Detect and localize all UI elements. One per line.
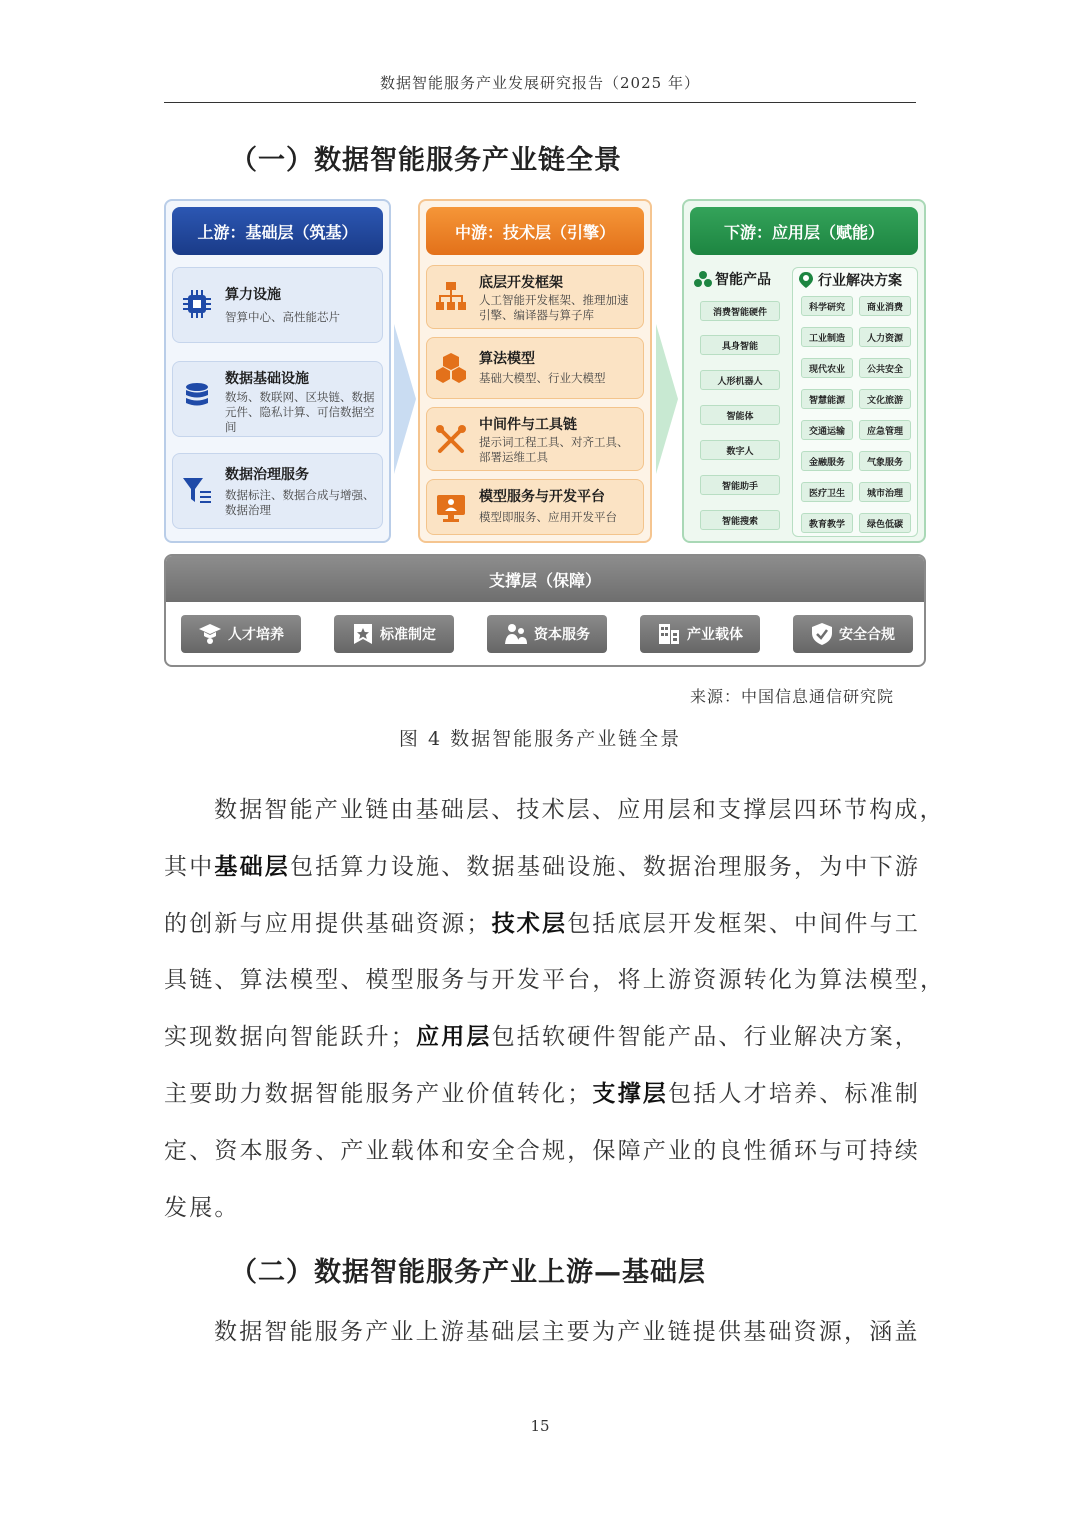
graduate-icon [198,622,222,646]
badge-icon [352,622,374,646]
card-title: 算力设施 [225,287,281,303]
running-header: 数据智能服务产业发展研究报告（2025 年） [164,72,916,103]
para-line [164,839,921,896]
solution-item: 科学研究 [801,296,853,316]
card-title: 模型服务与开发平台 [479,489,605,505]
text: 包括人才培养、标准制 [668,1080,921,1107]
support-item-talent [181,615,301,653]
solution-item: 应急管理 [859,420,911,440]
product-item: 消费智能硬件 [700,301,780,321]
solution-item: 现代农业 [801,358,853,378]
term-support-layer: 支撑层 [592,1080,669,1107]
capital-icon [504,622,528,646]
upstream-card-data-governance [172,453,383,529]
solution-item: 公共安全 [859,358,911,378]
upstream-column [164,199,391,543]
midstream-column [418,199,652,543]
term-foundation-layer: 基础层 [214,853,291,880]
support-item-label: 产业载体 [687,627,743,643]
support-item-security [793,615,913,653]
body-paragraph-1 [164,782,946,1236]
support-layer [164,554,926,667]
solution-item: 人力资源 [859,327,911,347]
solution-item: 气象服务 [859,451,911,471]
support-item-standards [334,615,454,653]
para-line: 发展。 [164,1194,240,1221]
shield-icon [811,622,833,646]
midstream-card-algorithm [426,337,644,399]
support-item-label: 标准制定 [380,627,436,643]
upstream-card-compute [172,267,383,343]
midstream-card-framework [426,265,644,329]
upstream-header: 上游：基础层（筑基） [172,207,383,255]
upstream-card-data-infra [172,361,383,437]
card-desc: 智算中心、高性能芯片 [225,310,340,324]
midstream-card-platform [426,479,644,535]
text: 的创新与应用提供基础资源； [164,910,492,937]
solution-item: 教育教学 [801,513,853,533]
hierarchy-icon [435,280,467,312]
body-paragraph-2 [164,1304,920,1361]
product-item: 人形机器人 [700,370,780,390]
downstream-header: 下游：应用层（赋能） [690,207,918,255]
card-desc: 基础大模型、行业大模型 [479,371,606,385]
support-item-label: 安全合规 [839,627,895,643]
product-item: 数字人 [700,440,780,460]
filter-icon [181,474,213,506]
database-icon [181,380,213,412]
card-desc: 人工智能开发框架、推理加速引擎、编译器与算子库 [479,293,629,322]
card-desc: 数场、数联网、区块链、数据元件、隐私计算、可信数据空间 [225,390,375,434]
term-technology-layer: 技术层 [491,910,568,937]
product-item: 智能搜索 [700,510,780,530]
solution-item: 医疗卫生 [801,482,853,502]
midstream-header: 中游：技术层（引擎） [426,207,644,255]
solution-item: 金融服务 [801,451,853,471]
products-title-text: 智能产品 [715,272,771,288]
solution-item: 文化旅游 [859,389,911,409]
section-title-1: （一）数据智能服务产业链全景 [230,145,622,176]
section-title-2: （二）数据智能服务产业上游—基础层 [230,1257,706,1288]
industry-chain-figure [164,199,926,669]
support-item-carrier [640,615,760,653]
support-item-label: 人才培养 [228,627,284,643]
products-icon [694,270,712,288]
card-desc: 提示词工程工具、对齐工具、部署运维工具 [479,435,629,464]
para-line: 具链、算法模型、模型服务与开发平台，将上游资源转化为算法模型， [164,967,946,994]
card-desc: 模型即服务、应用开发平台 [479,510,617,524]
arrow-mid-to-down [654,324,680,474]
solutions-title [797,268,902,292]
monitor-icon [435,492,467,524]
para-line [164,896,921,953]
building-icon [657,622,681,646]
solution-item: 智慧能源 [801,389,853,409]
support-header: 支撑层（保障） [166,556,924,602]
text: 包括底层开发框架、中间件与工 [567,910,921,937]
chip-icon [181,288,213,320]
text: 实现数据向智能跃升； [164,1024,416,1051]
solution-item: 工业制造 [801,327,853,347]
midstream-card-toolchain [426,407,644,471]
figure-caption: 图 4 数据智能服务产业链全景 [398,728,682,750]
arrow-up-to-mid [392,324,418,474]
text: 其中 [164,853,215,880]
products-title [694,267,771,291]
card-desc: 数据标注、数据合成与增强、数据治理 [225,488,375,517]
para-line [164,1066,921,1123]
product-item: 具身智能 [700,335,780,355]
page-number: 15 [530,1417,550,1435]
text: 主要助力数据智能服务产业价值转化； [164,1080,593,1107]
card-title: 底层开发框架 [479,275,563,291]
location-pin-icon [797,271,815,289]
figure-source: 来源：中国信息通信研究院 [690,687,895,706]
text: 包括算力设施、数据基础设施、数据治理服务，为中下游 [290,853,921,880]
para-line: 数据智能产业链由基础层、技术层、应用层和支撑层四环节构成， [214,797,945,823]
solution-item: 交通运输 [801,420,853,440]
card-title: 算法模型 [479,351,535,367]
cubes-icon [435,352,467,384]
text: 包括软硬件智能产品、行业解决方案， [491,1024,921,1051]
term-application-layer: 应用层 [416,1024,492,1051]
support-item-capital [487,615,607,653]
card-title: 数据治理服务 [225,467,309,483]
products-box [692,267,788,537]
solution-item: 绿色低碳 [859,513,911,533]
para-line [164,1009,921,1066]
support-item-label: 资本服务 [534,627,590,643]
card-title: 中间件与工具链 [479,417,577,433]
para-line: 数据智能服务产业上游基础层主要为产业链提供基础资源，涵盖 [214,1319,920,1345]
tools-icon [435,424,467,456]
solution-item: 商业消费 [859,296,911,316]
product-item: 智能助手 [700,475,780,495]
para-line: 定、资本服务、产业载体和安全合规，保障产业的良性循环与可持续 [164,1137,920,1164]
product-item: 智能体 [700,405,780,425]
solutions-title-text: 行业解决方案 [818,273,902,289]
card-title: 数据基础设施 [225,371,309,387]
solution-item: 城市治理 [859,482,911,502]
solutions-box [792,267,918,537]
downstream-column [682,199,926,543]
